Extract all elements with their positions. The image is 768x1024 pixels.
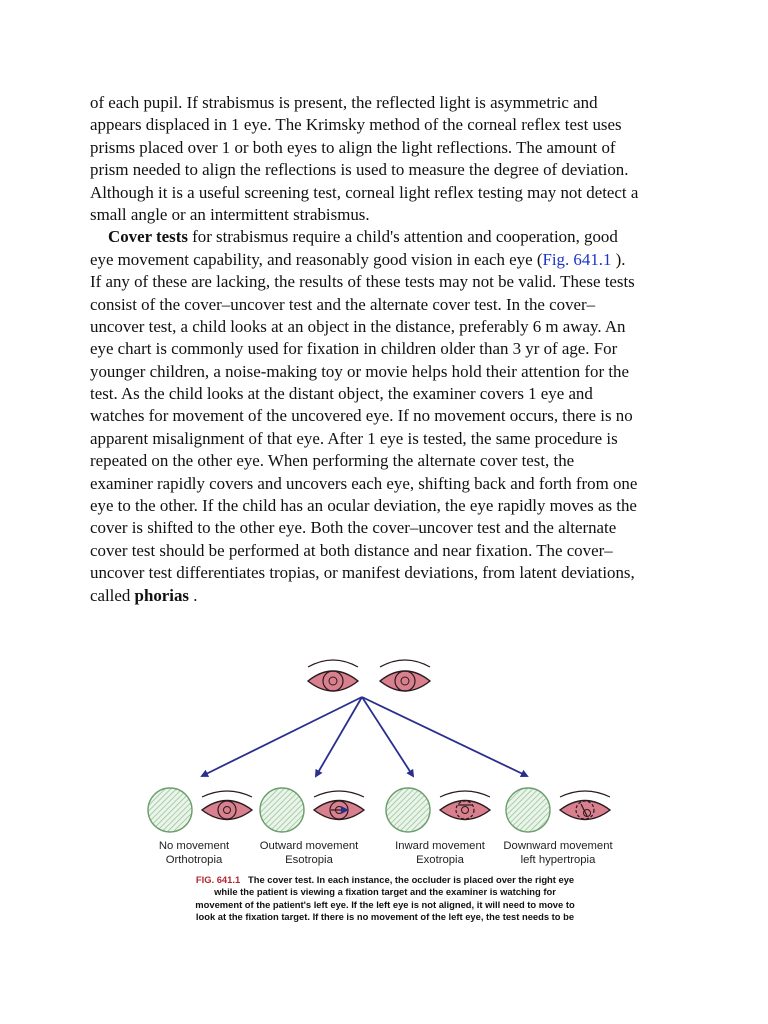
text-run: called — [90, 585, 135, 605]
text-line: cover is shifted to the other eye. Both the cover–uncover test and the alternate — [90, 518, 617, 538]
paragraph-2 — [90, 226, 690, 607]
diagnosis-label: left hypertropia — [520, 854, 596, 866]
text-line: Although it is a useful screening test, corneal light reflex testing may not detect a — [90, 182, 639, 202]
text-line — [90, 226, 690, 248]
text-line: prism needed to align the reflections is used to measure the degree of deviation. — [90, 160, 629, 180]
term-cover-tests: Cover tests — [108, 227, 188, 247]
text-run: for strabismus require a child's attention and cooperation, good — [187, 227, 618, 247]
panel-label-3 — [378, 839, 502, 867]
caption-line: look at the fixation target. If there is no movement of the left eye, the test needs to be — [195, 911, 575, 923]
term-phorias: phorias — [134, 585, 189, 605]
arrows — [202, 697, 527, 776]
text-line: examiner rapidly covers and uncovers each eye, shifting back and forth from one — [90, 473, 638, 493]
text-line: apparent misalignment of that eye. After 1 eye is tested, the same procedure is — [90, 428, 618, 448]
figure-cover-test — [140, 655, 630, 935]
text-line: appears displaced in 1 eye. The Krimsky method of the corneal reflex test uses — [90, 115, 622, 135]
text-line: of each pupil. If strabismus is present, the reflected light is asymmetric and — [90, 93, 598, 112]
right-eye-icon — [308, 660, 358, 691]
text-line: small angle or an intermittent strabismus. — [90, 204, 370, 224]
text-run: eye movement capability, and reasonably good vision in each eye ( — [90, 249, 543, 269]
panel-label-2 — [247, 839, 371, 867]
caption-line — [140, 874, 630, 886]
text-line: eye to the other. If the child has an ocular deviation, the eye rapidly moves as the — [90, 496, 637, 516]
movement-label: Downward movement — [503, 840, 613, 852]
panel-2-eyes — [260, 788, 364, 832]
caption-line: movement of the patient's left eye. If the left eye is not aligned, it will need to move to — [195, 898, 575, 910]
panel-4-eyes — [506, 788, 610, 832]
text-line: younger children, a noise-making toy or movie helps hold their attention for the — [90, 361, 629, 381]
occluder-icon — [386, 788, 430, 832]
figure-number: FIG. 641.1 — [195, 874, 241, 885]
paragraph-1 — [90, 92, 690, 226]
movement-label: No movement — [158, 840, 230, 852]
movement-label: Inward movement — [395, 840, 485, 852]
cover-test-illustration — [140, 655, 630, 870]
occluder-icon — [148, 788, 192, 832]
caption-line: while the patient is viewing a fixation target and the examiner is watching for — [214, 886, 556, 898]
text-line: watches for movement of the uncovered eye. If no movement occurs, there is no — [90, 406, 633, 426]
text-line: uncover test differentiates tropias, or manifest deviations, from latent deviations, — [90, 563, 635, 583]
text-line — [90, 585, 690, 607]
text-line: prisms placed over 1 or both eyes to align the light reflections. The amount of — [90, 137, 616, 157]
panel-label-1 — [132, 839, 256, 867]
figure-link[interactable]: Fig. 641.1 — [542, 249, 612, 269]
diagnosis-label: Orthotropia — [165, 854, 223, 866]
text-run: . — [189, 585, 198, 605]
movement-label: Outward movement — [259, 840, 359, 852]
text-line: If any of these are lacking, the results of these tests may not be valid. These tests — [90, 272, 635, 292]
body-text — [90, 92, 690, 607]
left-eye-icon — [380, 660, 430, 691]
text-line: test. As the child looks at the distant object, the examiner covers 1 eye and — [90, 384, 593, 404]
diagnosis-label: Exotropia — [416, 854, 464, 866]
diagnosis-label: Esotropia — [285, 854, 333, 866]
panel-1-eyes — [148, 788, 252, 832]
text-line — [90, 249, 690, 271]
occluder-icon — [506, 788, 550, 832]
text-line: consist of the cover–uncover test and the alternate cover test. In the cover– — [90, 294, 596, 314]
figure-caption — [140, 874, 630, 924]
panel-label-4 — [496, 839, 620, 867]
text-run: ). — [611, 249, 626, 269]
text-line: eye chart is commonly used for fixation in children older than 3 yr of age. For — [90, 339, 618, 359]
left-eye-icon — [440, 801, 490, 820]
text-line: cover test should be performed at both distance and near fixation. The cover– — [90, 540, 613, 560]
text-line: repeated on the other eye. When performing the alternate cover test, the — [90, 451, 575, 471]
caption-text: The cover test. In each instance, the occluder is placed over the right eye — [247, 874, 575, 885]
text-line: uncover test, a child looks at an object in the distance, preferably 6 m away. An — [90, 316, 626, 336]
top-eyes — [308, 660, 430, 691]
panel-3-eyes — [386, 788, 490, 832]
left-eye-icon — [202, 801, 252, 820]
occluder-icon — [260, 788, 304, 832]
